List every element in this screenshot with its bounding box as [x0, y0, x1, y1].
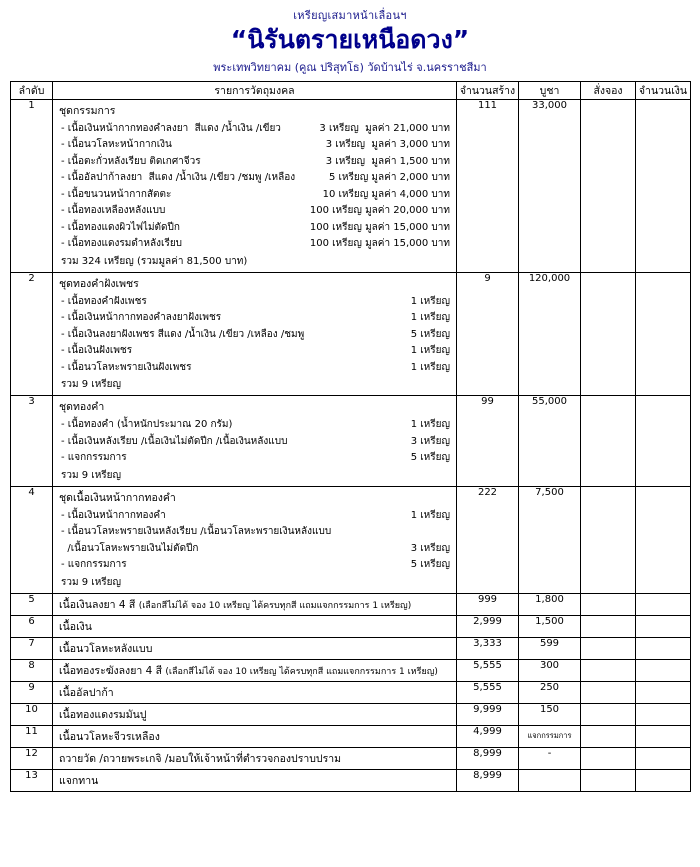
sub-item	[53, 137, 456, 154]
sub-item-qty: 5 เหรียญ	[410, 452, 450, 464]
sub-item	[53, 236, 456, 253]
item-line	[53, 594, 456, 615]
sub-item-qty: 100 เหรียญ มูลค่า 15,000 บาท	[309, 221, 450, 233]
row-quantity-made: 8,999	[457, 769, 519, 791]
item-line	[53, 748, 456, 769]
sub-item	[53, 508, 456, 525]
row-description	[53, 725, 457, 747]
row-reserve[interactable]	[581, 593, 636, 615]
sub-item	[53, 121, 456, 138]
sub-item-qty: 1 เหรียญ	[410, 312, 450, 324]
row-reserve[interactable]	[581, 272, 636, 396]
item-line	[53, 660, 456, 681]
sub-item-qty: 100 เหรียญ มูลค่า 20,000 บาท	[309, 205, 450, 217]
table-row	[11, 725, 691, 747]
row-number: 10	[11, 703, 53, 725]
row-price: 33,000	[519, 99, 581, 272]
item-label: เนื้อเงินลงยา 4 สี	[59, 598, 136, 611]
row-number: 2	[11, 272, 53, 396]
item-label: เนื้ออัลปาก้า	[59, 686, 114, 699]
sub-item-label: - เนื้อเงินหน้ากากทองคำ	[61, 509, 166, 521]
sub-item	[53, 434, 456, 451]
row-description	[53, 486, 457, 593]
sub-item	[53, 541, 456, 558]
sub-item-qty: 3 เหรียญ	[410, 435, 450, 447]
row-description	[53, 703, 457, 725]
sub-item-label: - เนื้อเงินลงยาฝังเพชร สีแดง /น้ำเงิน /เขียว /เหลือง /ชมพู	[61, 328, 305, 340]
group-total: รวม 9 เหรียญ	[61, 576, 122, 588]
column-header-no: ลำดับ	[11, 81, 53, 99]
table-row	[11, 272, 691, 396]
row-reserve[interactable]	[581, 659, 636, 681]
sub-item-label: - เนื้อเงินหน้ากากทองคำลงยา สีแดง /น้ำเงิน /เขียว	[61, 122, 281, 134]
row-amount[interactable]	[636, 99, 691, 272]
sub-item-qty: 10 เหรียญ มูลค่า 4,000 บาท	[322, 188, 450, 200]
amulet-price-table	[10, 81, 691, 792]
row-number: 12	[11, 747, 53, 769]
header-title: “นิรันตรายเหนือดวง”	[230, 25, 470, 54]
row-number: 1	[11, 99, 53, 272]
row-description	[53, 615, 457, 637]
row-quantity-made: 4,999	[457, 725, 519, 747]
item-line	[53, 616, 456, 637]
row-amount[interactable]	[636, 396, 691, 487]
row-description	[53, 747, 457, 769]
item-label: เนื้อทองแดงรมมันปู	[59, 708, 147, 721]
table-row	[11, 396, 691, 487]
row-description	[53, 681, 457, 703]
table-header-row	[11, 81, 691, 99]
sub-item-label: - เนื้อขนวนหน้ากากสัตตะ	[61, 188, 172, 200]
row-price: 7,500	[519, 486, 581, 593]
row-amount[interactable]	[636, 272, 691, 396]
sub-item	[53, 557, 456, 574]
sub-item-label: - เนื้อเงินหลังเรียบ /เนื้อเงินไม่ตัดปีก /เนื้อเงินหลังแบบ	[61, 435, 288, 447]
row-description	[53, 659, 457, 681]
row-description	[53, 272, 457, 396]
row-quantity-made: 9,999	[457, 703, 519, 725]
row-description	[53, 99, 457, 272]
row-amount[interactable]	[636, 659, 691, 681]
sub-item-label: - เนื้อทองแดงผิวไฟไม่ตัดปีก	[61, 221, 180, 233]
sub-item-label: - แจกกรรมการ	[61, 452, 127, 464]
sub-item-label: - เนื้อนวโลหะหน้ากากเงิน	[61, 139, 172, 151]
row-price: 150	[519, 703, 581, 725]
row-reserve[interactable]	[581, 99, 636, 272]
table-row	[11, 486, 691, 593]
group-title: ชุดกรรมการ	[59, 104, 116, 117]
row-reserve[interactable]	[581, 703, 636, 725]
sub-item	[53, 310, 456, 327]
row-amount[interactable]	[636, 615, 691, 637]
header-subtitle-top: เหรียญเสมาหน้าเลื่อนฯ	[293, 9, 407, 22]
row-amount[interactable]	[636, 593, 691, 615]
row-quantity-made: 99	[457, 396, 519, 487]
row-price: 55,000	[519, 396, 581, 487]
row-quantity-made: 222	[457, 486, 519, 593]
row-quantity-made: 9	[457, 272, 519, 396]
row-amount[interactable]	[636, 637, 691, 659]
sub-item	[53, 170, 456, 187]
sub-item	[53, 294, 456, 311]
row-number: 4	[11, 486, 53, 593]
row-reserve[interactable]	[581, 396, 636, 487]
table-body	[11, 99, 691, 791]
sub-item-label: - เนื้อทองคำ (น้ำหนักประมาณ 20 กรัม)	[61, 419, 233, 431]
sub-item-label: - เนื้อทองคำฝังเพชร	[61, 295, 147, 307]
row-quantity-made: 2,999	[457, 615, 519, 637]
row-description	[53, 593, 457, 615]
sub-item	[53, 187, 456, 204]
row-price: แจกกรรมการ	[519, 725, 581, 747]
item-label: ถวายวัด /ถวายพระเกจิ /มอบให้เจ้าหน้าที่ตำรวจกองปราบปราม	[59, 752, 342, 765]
row-amount[interactable]	[636, 725, 691, 747]
sub-item	[53, 327, 456, 344]
sub-item-label: - เนื้อเงินหน้ากากทองคำลงยาฝังเพชร	[61, 312, 222, 324]
table-row	[11, 99, 691, 272]
sub-item-qty: 3 เหรียญ มูลค่า 1,500 บาท	[325, 155, 450, 167]
sub-item-qty: 3 เหรียญ	[410, 542, 450, 554]
table-row	[11, 637, 691, 659]
row-reserve[interactable]	[581, 637, 636, 659]
sub-item	[53, 524, 456, 541]
row-reserve[interactable]	[581, 725, 636, 747]
group-title: ชุดเนื้อเงินหน้ากากทองคำ	[59, 491, 176, 504]
sub-item-qty: 1 เหรียญ	[410, 361, 450, 373]
row-quantity-made: 999	[457, 593, 519, 615]
table-row	[11, 593, 691, 615]
table-row	[11, 615, 691, 637]
column-header-description: รายการวัตถุมงคล	[53, 81, 457, 99]
sub-item-label: - เนื้อนวโลหะพรายเงินหลังเรียบ /เนื้อนวโลหะพรายเงินหลังแบบ	[61, 526, 332, 538]
sub-item-qty: 1 เหรียญ	[410, 419, 450, 431]
group-title: ชุดทองคำฝังเพชร	[59, 277, 139, 290]
row-number: 3	[11, 396, 53, 487]
sub-item-label: /เนื้อนวโลหะพรายเงินไม่ตัดปีก	[61, 542, 199, 554]
sub-item	[53, 360, 456, 377]
row-quantity-made: 8,999	[457, 747, 519, 769]
item-line	[53, 726, 456, 747]
row-reserve[interactable]	[581, 486, 636, 593]
sub-item-label: - แจกกรรมการ	[61, 559, 127, 571]
row-reserve[interactable]	[581, 747, 636, 769]
row-quantity-made: 3,333	[457, 637, 519, 659]
sub-item-qty: 100 เหรียญ มูลค่า 15,000 บาท	[309, 238, 450, 250]
row-price: 120,000	[519, 272, 581, 396]
item-label: แจกทาน	[59, 774, 99, 787]
row-amount[interactable]	[636, 703, 691, 725]
sub-item-qty: 1 เหรียญ	[410, 345, 450, 357]
sub-item	[53, 343, 456, 360]
sub-item-qty: 3 เหรียญ มูลค่า 21,000 บาท	[319, 122, 450, 134]
sub-item-label: - เนื้อทองเหลืองหลังแบบ	[61, 205, 166, 217]
row-price: 1,500	[519, 615, 581, 637]
sub-item-label: - เนื้ออัลปาก้าลงยา สีแดง /น้ำเงิน /เขียว /ชมพู /เหลือง	[61, 172, 296, 184]
group-total: รวม 9 เหรียญ	[61, 469, 122, 481]
row-description	[53, 769, 457, 791]
sub-item	[53, 417, 456, 434]
row-quantity-made: 5,555	[457, 681, 519, 703]
row-number: 7	[11, 637, 53, 659]
column-header-price: บูชา	[519, 81, 581, 99]
row-description	[53, 396, 457, 487]
item-note: (เลือกสีไม่ได้ จอง 10 เหรียญ ได้ครบทุกสี แถมแจกกรรมการ 1 เหรียญ)	[165, 666, 438, 677]
item-line	[53, 704, 456, 725]
sub-item-qty: 5 เหรียญ	[410, 328, 450, 340]
row-number: 5	[11, 593, 53, 615]
group-title: ชุดทองคำ	[59, 401, 105, 414]
table-row	[11, 681, 691, 703]
row-number: 11	[11, 725, 53, 747]
table-row	[11, 769, 691, 791]
row-reserve[interactable]	[581, 615, 636, 637]
table-header	[11, 81, 691, 99]
item-line	[53, 770, 456, 791]
sub-item	[53, 154, 456, 171]
row-reserve[interactable]	[581, 681, 636, 703]
sub-item	[53, 450, 456, 467]
row-number: 8	[11, 659, 53, 681]
row-price	[519, 769, 581, 791]
sub-item-qty: 5 เหรียญ มูลค่า 2,000 บาท	[328, 172, 450, 184]
row-amount[interactable]	[636, 769, 691, 791]
row-amount[interactable]	[636, 681, 691, 703]
column-header-amount: จำนวนเงิน	[636, 81, 691, 99]
row-amount[interactable]	[636, 747, 691, 769]
column-header-quantity-made: จำนวนสร้าง	[457, 81, 519, 99]
row-quantity-made: 111	[457, 99, 519, 272]
group-total: รวม 9 เหรียญ	[61, 379, 122, 391]
column-header-reserve: สั่งจอง	[581, 81, 636, 99]
sub-item-label: - เนื้อทองแดงรมดำหลังเรียบ	[61, 238, 183, 250]
document-header	[10, 6, 690, 76]
sub-item-label: - เนื้อนวโลหะพรายเงินฝังเพชร	[61, 361, 192, 373]
item-line	[53, 682, 456, 703]
row-price: 1,800	[519, 593, 581, 615]
row-number: 9	[11, 681, 53, 703]
row-price: -	[519, 747, 581, 769]
group-total: รวม 324 เหรียญ (รวมมูลค่า 81,500 บาท)	[61, 255, 248, 267]
row-reserve[interactable]	[581, 769, 636, 791]
table-row	[11, 703, 691, 725]
item-line	[53, 638, 456, 659]
sub-item-qty: 1 เหรียญ	[410, 509, 450, 521]
row-number: 13	[11, 769, 53, 791]
item-label: เนื้อนวโลหะจีวรเหลือง	[59, 730, 160, 743]
table-row	[11, 659, 691, 681]
sub-item	[53, 203, 456, 220]
sub-item-label: - เนื้อเงินฝังเพชร	[61, 345, 133, 357]
row-number: 6	[11, 615, 53, 637]
table-row	[11, 747, 691, 769]
sub-item-qty: 1 เหรียญ	[410, 295, 450, 307]
sub-item-label: - เนื้อตะกั่วหลังเรียบ ติดเกศาจีวร	[61, 155, 201, 167]
row-description	[53, 637, 457, 659]
row-price: 599	[519, 637, 581, 659]
row-amount[interactable]	[636, 486, 691, 593]
row-quantity-made: 5,555	[457, 659, 519, 681]
item-label: เนื้อนวโลหะหลังแบบ	[59, 642, 153, 655]
header-subtitle-bottom: พระเทพวิทยาคม (คูณ ปริสุทโธ) วัดบ้านไร่ จ.นครราชสีมา	[213, 60, 487, 74]
row-price: 300	[519, 659, 581, 681]
sub-item	[53, 220, 456, 237]
sub-item-qty: 5 เหรียญ	[410, 559, 450, 571]
sub-item-qty: 3 เหรียญ มูลค่า 3,000 บาท	[325, 139, 450, 151]
item-note: (เลือกสีไม่ได้ จอง 10 เหรียญ ได้ครบทุกสี แถมแจกกรรมการ 1 เหรียญ)	[138, 600, 412, 611]
item-label: เนื้อทองระฆังลงยา 4 สี	[59, 664, 163, 677]
row-price: 250	[519, 681, 581, 703]
item-label: เนื้อเงิน	[59, 620, 92, 633]
